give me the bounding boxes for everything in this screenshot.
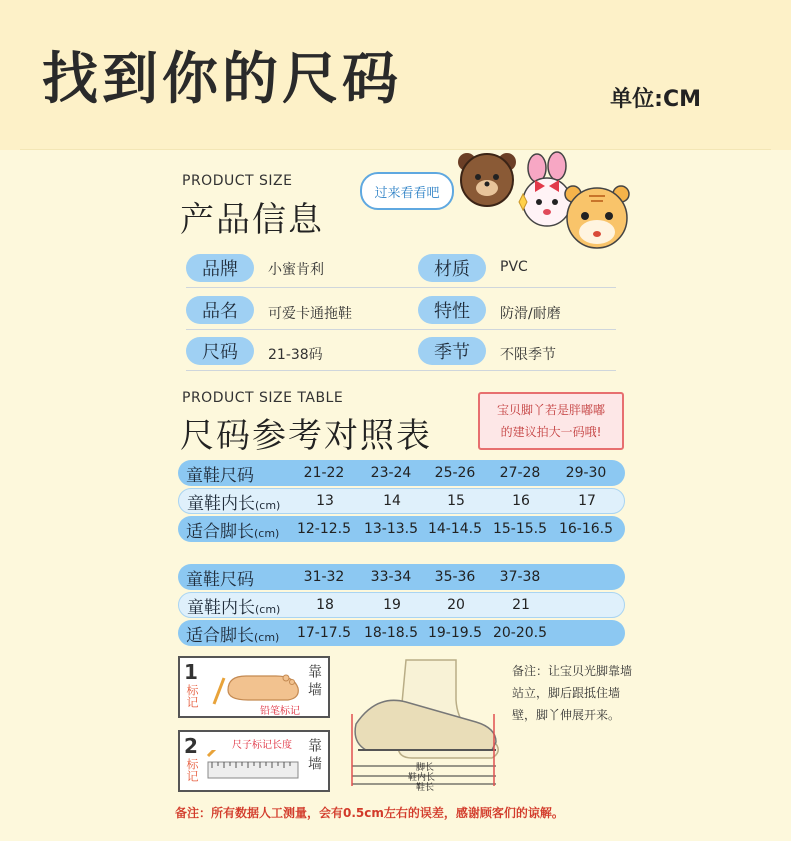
step-number: 1 xyxy=(184,660,198,684)
unit-suffix: (cm) xyxy=(254,630,280,644)
table-cell: 19-19.5 xyxy=(427,625,483,641)
table-cell: 17 xyxy=(578,493,596,509)
table-cell: 23-24 xyxy=(370,465,412,481)
step-tag: 标记 xyxy=(185,758,199,782)
diagram-label: 脚长 xyxy=(416,763,435,773)
table-cell: 20 xyxy=(447,597,465,613)
diagram-label: 鞋长 xyxy=(416,783,435,793)
table2-row-foot-length xyxy=(178,620,625,646)
step-tag: 标记 xyxy=(185,684,199,708)
unit-suffix: (cm) xyxy=(255,498,281,512)
mascot-illustration xyxy=(455,150,635,250)
row-label-text: 童鞋内长 xyxy=(187,597,255,618)
table-cell: 35-36 xyxy=(434,569,476,585)
table-cell: 19 xyxy=(383,597,401,613)
bunny-icon xyxy=(519,152,571,226)
field-value-name: 可爱卡通拖鞋 xyxy=(268,306,352,322)
divider xyxy=(186,329,616,330)
ruler-icon xyxy=(206,750,302,786)
divider xyxy=(186,370,616,371)
product-info-title: 产品信息 xyxy=(180,200,324,240)
field-value-size: 21-38码 xyxy=(268,347,323,363)
table-cell: 16 xyxy=(512,493,530,509)
field-label-brand: 品牌 xyxy=(186,254,254,282)
table-cell: 31-32 xyxy=(303,569,345,585)
field-value-feature: 防滑/耐磨 xyxy=(500,306,561,322)
table-cell: 16-16.5 xyxy=(558,521,614,537)
table2-row-inner-length xyxy=(178,592,625,618)
field-label-season: 季节 xyxy=(418,337,486,365)
measure-step-1 xyxy=(178,656,330,718)
table-cell: 15-15.5 xyxy=(492,521,548,537)
page-title: 找到你的尺码 xyxy=(42,47,402,112)
field-label-feature: 特性 xyxy=(418,296,486,324)
row-label xyxy=(187,489,280,514)
table-cell: 18-18.5 xyxy=(363,625,419,641)
diagram-label: 鞋内长 xyxy=(408,773,436,783)
unit-label: 单位:CM xyxy=(610,87,701,112)
table-cell: 33-34 xyxy=(370,569,412,585)
step-label: 铅笔标记 xyxy=(260,706,300,717)
speech-bubble: 过来看看吧 xyxy=(360,172,454,210)
table-cell: 25-26 xyxy=(434,465,476,481)
tip-line-1: 宝贝脚丫若是胖嘟嘟 xyxy=(496,403,605,417)
table1-row-foot-length xyxy=(178,516,625,542)
table-cell: 15 xyxy=(447,493,465,509)
wall-label: 靠墙 xyxy=(306,738,322,774)
tiger-icon xyxy=(565,186,629,248)
size-table-en-title: PRODUCT SIZE TABLE xyxy=(182,390,344,406)
unit-suffix: (cm) xyxy=(255,602,281,616)
field-value-brand: 小蜜肯利 xyxy=(268,262,324,278)
table1-row-inner-length xyxy=(178,488,625,514)
row-label xyxy=(186,621,279,646)
field-label-name: 品名 xyxy=(186,296,254,324)
table-cell: 13-13.5 xyxy=(363,521,419,537)
table1-row-size xyxy=(178,460,625,486)
table-cell: 27-28 xyxy=(499,465,541,481)
field-label-size: 尺码 xyxy=(186,337,254,365)
table-cell: 21-22 xyxy=(303,465,345,481)
row-label xyxy=(187,593,280,618)
unit-suffix: (cm) xyxy=(254,526,280,540)
wall-label: 靠墙 xyxy=(306,664,322,700)
step-label: 尺子标记长度 xyxy=(232,740,292,751)
divider xyxy=(186,287,616,288)
bear-icon xyxy=(458,153,516,206)
row-label: 童鞋尺码 xyxy=(186,465,254,486)
tip-line-2: 的建议拍大一码哦! xyxy=(500,425,602,439)
bottom-note: 备注：所有数据人工测量，会有0.5cm左右的误差，感谢顾客们的谅解。 xyxy=(175,806,564,820)
table2-row-size xyxy=(178,564,625,590)
field-value-material: PVC xyxy=(500,259,528,275)
table-cell: 29-30 xyxy=(565,465,607,481)
measure-step-2 xyxy=(178,730,330,792)
size-table-title: 尺码参考对照表 xyxy=(180,416,432,456)
row-label xyxy=(186,517,279,542)
row-label-text: 童鞋内长 xyxy=(187,493,255,514)
step-number: 2 xyxy=(184,734,198,758)
table-cell: 37-38 xyxy=(499,569,541,585)
row-label: 童鞋尺码 xyxy=(186,569,254,590)
table-cell: 14 xyxy=(383,493,401,509)
field-value-season: 不限季节 xyxy=(500,347,556,363)
measure-note: 备注：让宝贝光脚靠墙站立，脚后跟抵住墙壁，脚丫伸展开来。 xyxy=(512,664,633,722)
table-cell: 14-14.5 xyxy=(427,521,483,537)
table-cell: 17-17.5 xyxy=(296,625,352,641)
table-cell: 20-20.5 xyxy=(492,625,548,641)
table-cell: 18 xyxy=(316,597,334,613)
product-size-en-title: PRODUCT SIZE xyxy=(182,173,293,189)
table-cell: 21 xyxy=(512,597,530,613)
table-cell: 13 xyxy=(316,493,334,509)
tip-box xyxy=(478,392,624,450)
field-label-material: 材质 xyxy=(418,254,486,282)
row-label-text: 适合脚长 xyxy=(186,521,254,542)
table-cell: 12-12.5 xyxy=(296,521,352,537)
row-label-text: 适合脚长 xyxy=(186,625,254,646)
